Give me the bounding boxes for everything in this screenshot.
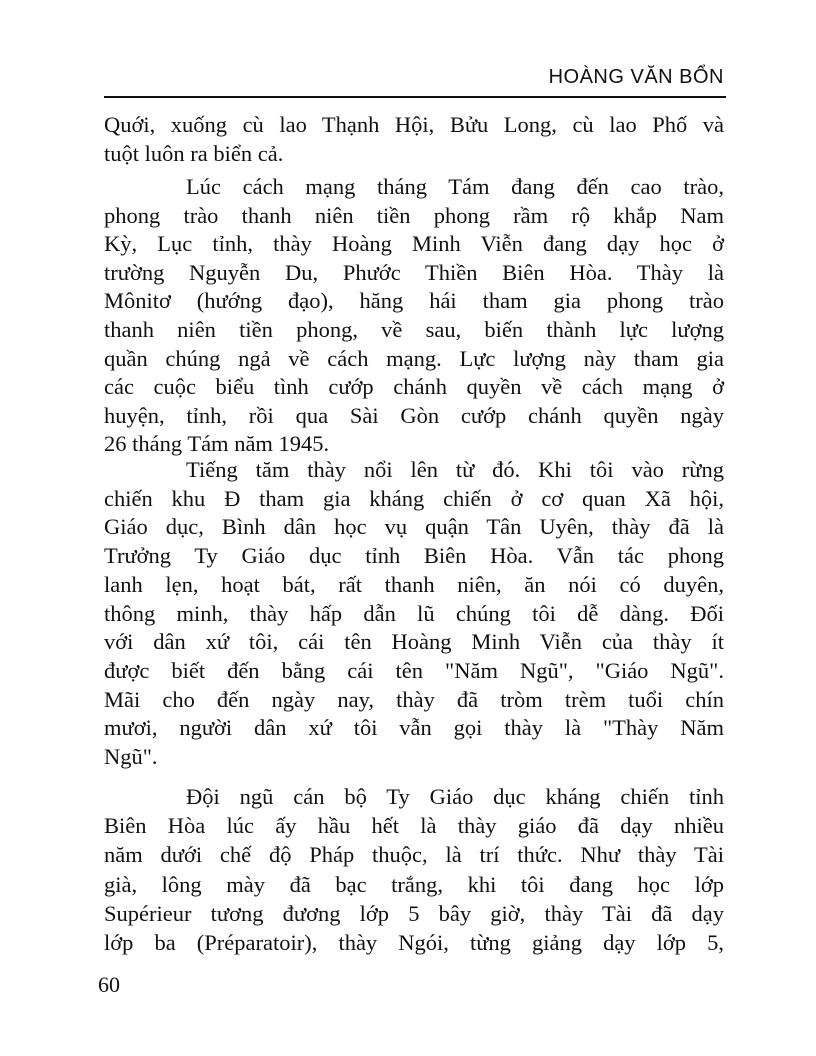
text-line: lớp ba (Préparatoir), thày Ngói, từng giảng dạy lớp 5, xyxy=(104,930,724,955)
text-line: lanh lẹn, hoạt bát, rất thanh niên, ăn nói có duyên, xyxy=(104,571,724,597)
text-line: Biên Hòa lúc ấy hầu hết là thày giáo đã dạy nhiều xyxy=(104,813,724,839)
text-line: thanh niên tiền phong, về sau, biến thành lực lượng xyxy=(104,317,724,342)
text-line: Kỳ, Lục tỉnh, thày Hoàng Minh Viễn đang dạy học ở xyxy=(104,231,724,257)
text-line: Ngũ". xyxy=(104,744,158,769)
text-line: thông minh, thày hấp dẫn lũ chúng tôi dễ dàng. Đối xyxy=(104,600,724,626)
text-line: phong trào thanh niên tiền phong rầm rộ khắp Nam xyxy=(104,202,724,228)
text-line: 26 tháng Tám năm 1945. xyxy=(104,431,330,457)
page-number: 60 xyxy=(98,972,120,997)
text-line: huyện, tỉnh, rồi qua Sài Gòn cướp chánh quyền ngày xyxy=(104,402,724,428)
text-line: với dân xứ tôi, cái tên Hoàng Minh Viễn của thày ít xyxy=(104,629,724,655)
text-line: Mônitơ (hướng đạo), hăng hái tham gia phong trào xyxy=(104,288,724,314)
text-line: chiến khu Đ tham gia kháng chiến ở cơ quan Xã hội, xyxy=(104,485,724,511)
text-line: Giáo dục, Bình dân học vụ quận Tân Uyên, thày đã là xyxy=(104,514,724,540)
text-line: trường Nguyễn Du, Phước Thiền Biên Hòa. Thày là xyxy=(104,259,724,285)
text-line: Quới, xuống cù lao Thạnh Hội, Bửu Long, cù lao Phố và xyxy=(104,112,724,137)
text-line: Lúc cách mạng tháng Tám đang đến cao trào, xyxy=(186,174,724,199)
text-line: Mãi cho đến ngày nay, thày đã tròm trèm tuổi chín xyxy=(104,686,724,712)
text-line: mươi, người dân xứ tôi vẫn gọi thày là "Thày Năm xyxy=(104,715,724,741)
text-line: quần chúng ngả về cách mạng. Lực lượng này tham gia xyxy=(104,345,724,371)
text-line: được biết đến bằng cái tên "Năm Ngũ", "Giáo Ngũ". xyxy=(104,657,724,683)
text-line: già, lông mày đã bạc trắng, khi tôi đang học lớp xyxy=(104,871,724,897)
text-line: tuột luôn ra biển cả. xyxy=(104,141,284,166)
running-header: HOÀNG VĂN BỔN xyxy=(548,66,724,88)
text-line: Đội ngũ cán bộ Ty Giáo dục kháng chiến tỉnh xyxy=(186,784,724,809)
text-line: Trưởng Ty Giáo dục tỉnh Biên Hòa. Vẫn tác phong xyxy=(104,543,724,569)
header-rule xyxy=(104,96,726,98)
text-line: Supérieur tương đương lớp 5 bây giờ, thày Tài đã dạy xyxy=(104,900,724,926)
text-line: năm dưới chế độ Pháp thuộc, là trí thức. Như thày Tài xyxy=(104,842,724,868)
text-line: Tiếng tăm thày nổi lên từ đó. Khi tôi vào rừng xyxy=(186,457,724,482)
text-line: các cuộc biểu tình cướp chánh quyền về cách mạng ở xyxy=(104,374,724,400)
